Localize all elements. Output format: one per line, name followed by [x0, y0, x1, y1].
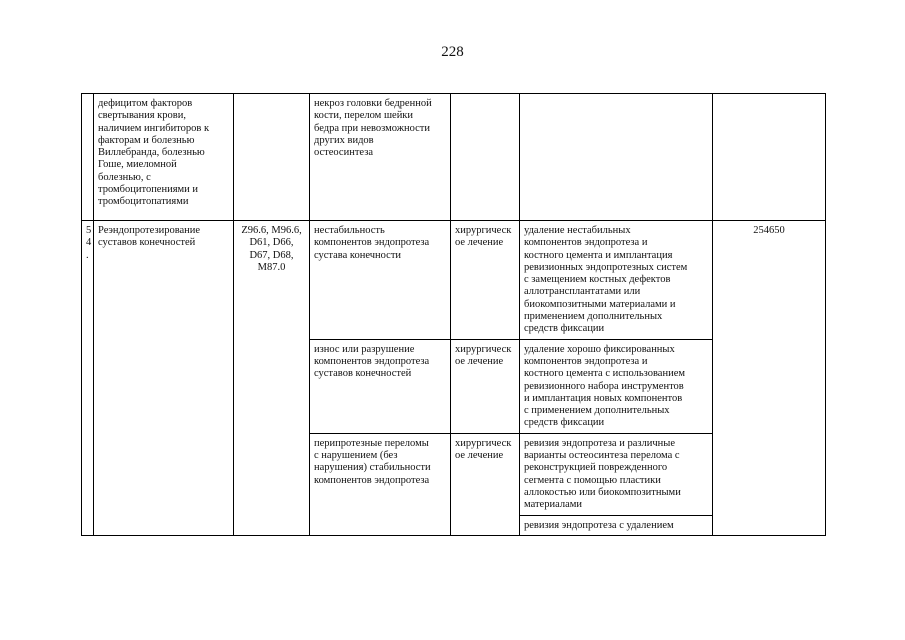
- cell-method: ревизия эндопротеза с удалением: [520, 515, 713, 535]
- cell-price: 254650: [713, 221, 826, 536]
- table-row-54: [82, 221, 826, 340]
- page-number: 228: [441, 44, 464, 60]
- cell-codes: Z96.6, M96.6, D61, D66, D67, D68, M87.0: [234, 221, 310, 536]
- cell-method: удаление хорошо фиксированных компонентов эндопротеза и костного цемента с использованием ревизионного набора инструментов и имплантация новых компонентов с применением дополнительных средств фиксации: [520, 339, 713, 433]
- cell-codes-empty: [234, 94, 310, 221]
- cell-diagnosis: износ или разрушение компонентов эндопротеза суставов конечностей: [310, 339, 451, 433]
- cell-number-empty: [82, 94, 94, 221]
- cell-diagnosis: перипротезные переломы с нарушением (без нарушения) стабильности компонентов эндопротеза: [310, 433, 451, 535]
- cell-diagnosis: некроз головки бедренной кости, перелом шейки бедра при невозможности других видов остеосинтеза: [310, 94, 451, 221]
- cell-number: 54.: [82, 221, 94, 536]
- cell-method-empty: [520, 94, 713, 221]
- cell-name: дефицитом факторов свертывания крови, наличием ингибиторов к факторам и болезнью Виллебранда, болезнью Гоше, миеломной болезнью, с тромбоцитопениями и тромбоцитопатиями: [94, 94, 234, 221]
- cell-treatment: хирургическ ое лечение: [451, 339, 520, 433]
- cell-name: Реэндопротезирование суставов конечностей: [94, 221, 234, 536]
- cell-treatment-empty: [451, 94, 520, 221]
- cell-diagnosis: нестабильность компонентов эндопротеза сустава конечности: [310, 221, 451, 340]
- table-row-continuation: [82, 94, 826, 221]
- cell-treatment: хирургическ ое лечение: [451, 433, 520, 535]
- services-table: [81, 93, 826, 536]
- cell-price-empty: [713, 94, 826, 221]
- cell-treatment: хирургическ ое лечение: [451, 221, 520, 340]
- cell-method: ревизия эндопротеза и различные варианты остеосинтеза перелома с реконструкцией поврежденного сегмента с помощью пластики аллокостью или биокомпозитными материалами: [520, 433, 713, 515]
- cell-method: удаление нестабильных компонентов эндопротеза и костного цемента и имплантация ревизионных эндопротезных систем с замещением костных дефектов аллотрансплантатами или биокомпозитными материалами и применением дополнительных средств фиксации: [520, 221, 713, 340]
